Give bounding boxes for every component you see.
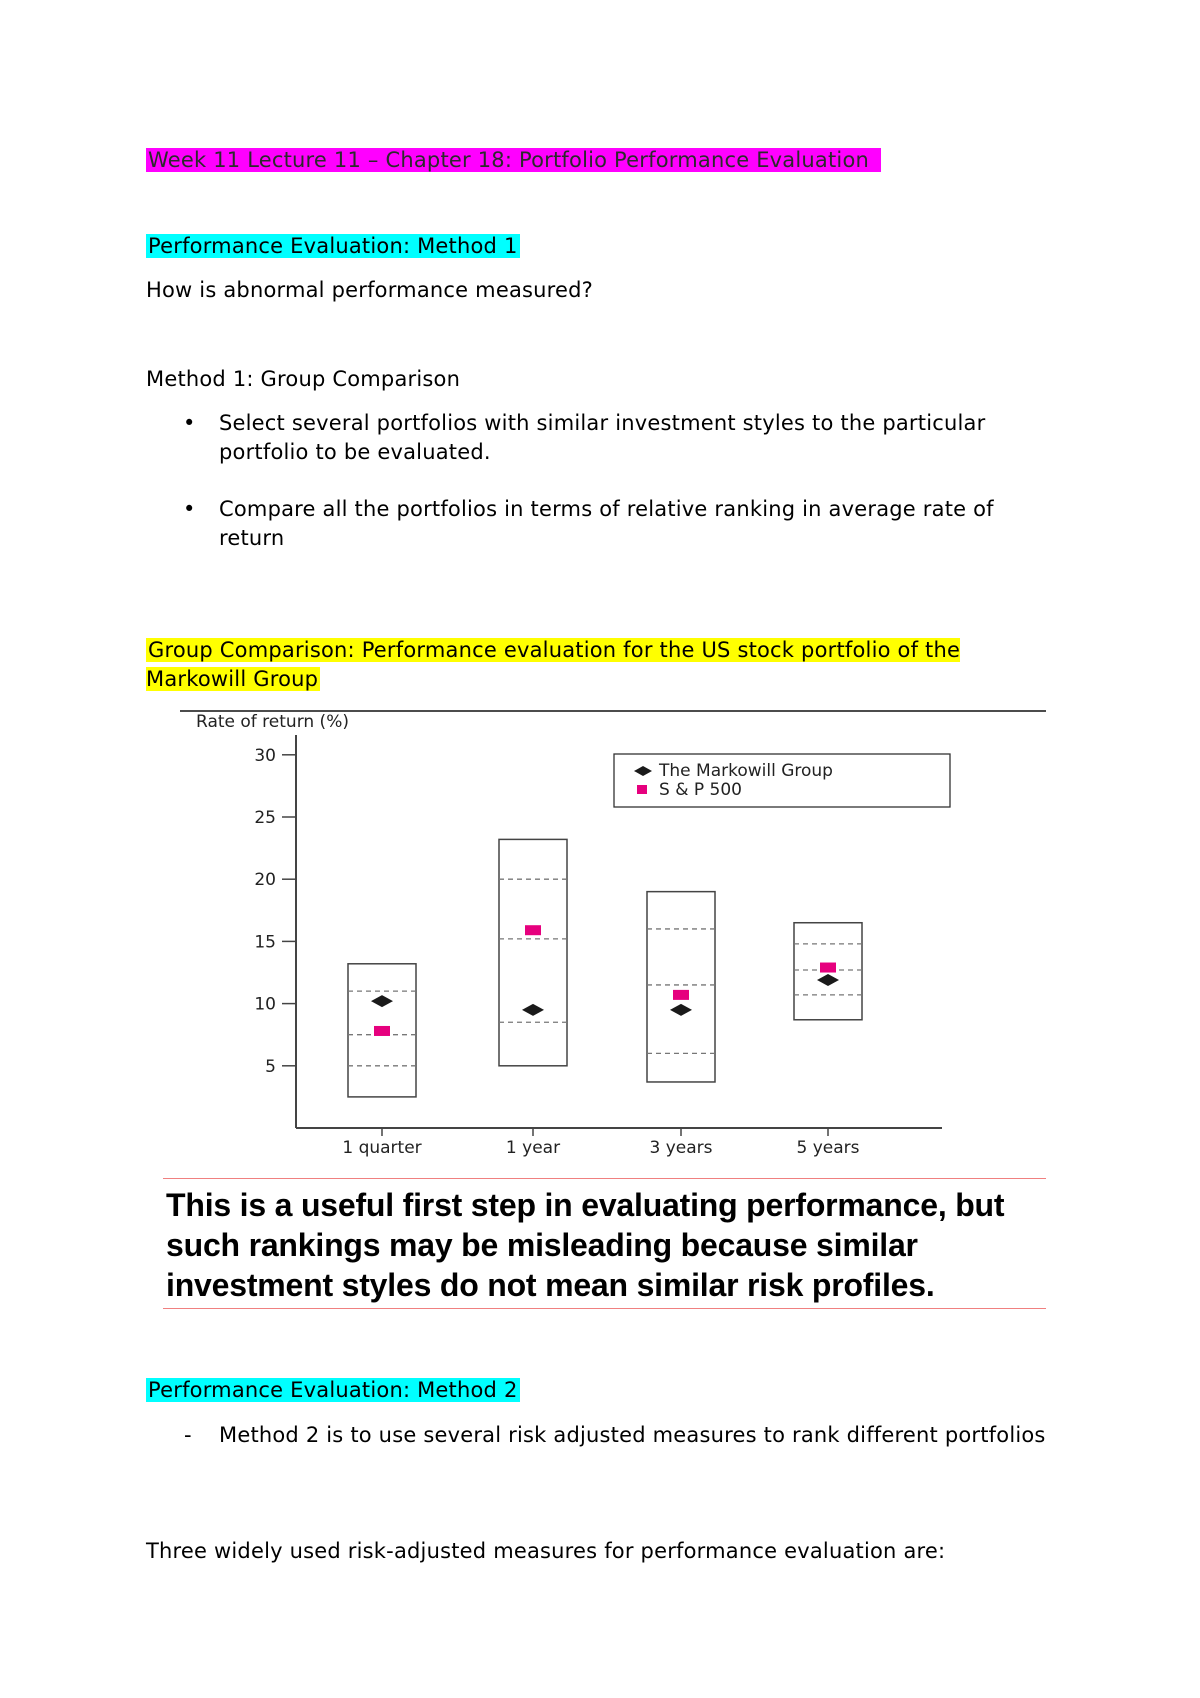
figure-caption: Group Comparison: Performance evaluation for the US stock portfolio of the Markowill Group — [146, 638, 961, 691]
method2-heading: Performance Evaluation: Method 2 — [148, 1378, 518, 1402]
dash-marker: - — [184, 1423, 192, 1447]
method2-point-text: Method 2 is to use several risk adjusted measures to rank different portfolios — [219, 1423, 1046, 1447]
bullet-text: Compare all the portfolios in terms of relative ranking in average rate of return — [219, 497, 994, 550]
method1-heading: Performance Evaluation: Method 1 — [148, 234, 518, 258]
method2-summary: Three widely used risk-adjusted measures for performance evaluation are: — [146, 1539, 946, 1563]
sp500-point — [673, 990, 689, 1000]
y-tick-label: 25 — [254, 808, 276, 828]
y-tick-label: 15 — [254, 932, 276, 953]
bullet-marker: • — [183, 411, 196, 435]
y-tick-label: 30 — [254, 745, 276, 766]
markowill-point — [371, 995, 393, 1007]
bullet-marker: • — [183, 497, 196, 521]
chart-markers — [371, 925, 839, 1036]
y-tick-label: 20 — [254, 870, 276, 891]
callout-bottom-rule — [163, 1308, 1046, 1309]
sp500-point — [374, 1026, 390, 1036]
x-tick-label: 1 quarter — [342, 1138, 422, 1158]
page-title: Week 11 Lecture 11 – Chapter 18: Portfolio Performance Evaluation — [146, 146, 881, 175]
sp500-point — [820, 963, 836, 973]
legend-label-markowill: The Markowill Group — [659, 761, 833, 781]
markowill-point — [817, 974, 839, 986]
y-tick-label: 5 — [265, 1056, 276, 1077]
markowill-point — [670, 1004, 692, 1016]
sp500-point — [525, 925, 541, 935]
y-axis-label: Rate of return (%) — [196, 712, 349, 732]
legend-label-sp500: S & P 500 — [659, 780, 742, 800]
method1-subheading: Method 1: Group Comparison — [146, 367, 461, 391]
range-box — [499, 839, 567, 1065]
x-tick-label: 1 year — [505, 1138, 561, 1158]
x-tick-label: 3 years — [649, 1138, 713, 1158]
markowill-point — [522, 1004, 544, 1016]
method2-point — [146, 1421, 1046, 1450]
chart-legend — [614, 754, 950, 807]
callout-text: This is a useful first step in evaluating performance, but such rankings may be misleading because similar investment styles do not mean similar risk profiles. — [166, 1187, 1005, 1303]
bullet-text: Select several portfolios with similar investment styles to the particular portfolio to be evaluated. — [219, 411, 986, 464]
method1-question: How is abnormal performance measured? — [146, 278, 594, 302]
x-tick-label: 5 years — [796, 1138, 860, 1158]
callout-top-rule — [163, 1178, 1046, 1179]
y-tick-label: 10 — [254, 994, 276, 1015]
legend-square-icon — [637, 785, 647, 794]
chart-boxes — [348, 839, 862, 1097]
